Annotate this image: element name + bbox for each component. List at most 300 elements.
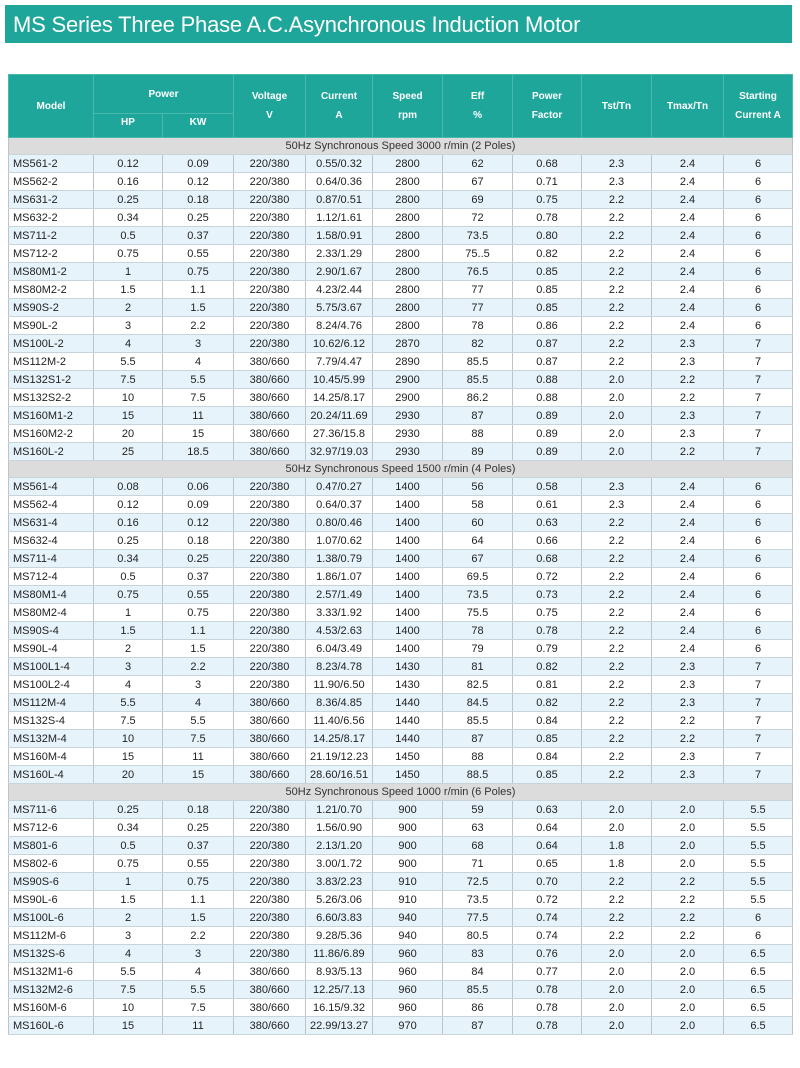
table-cell: 7.5 [94,371,163,389]
table-cell: 2.0 [652,999,724,1017]
table-cell: 7 [724,658,793,676]
table-cell: MS132S-4 [9,712,94,730]
table-cell: 2.0 [652,819,724,837]
table-cell: 380/660 [234,443,306,461]
table-row [9,766,793,784]
table-cell: 0.85 [513,281,582,299]
table-row [9,676,793,694]
table-cell: 2.2 [582,748,652,766]
table-cell: 2.3 [652,748,724,766]
table-cell: 1400 [373,604,443,622]
table-cell: 6 [724,245,793,263]
table-cell: 0.58 [513,478,582,496]
table-cell: 0.87 [513,335,582,353]
table-cell: 75..5 [443,245,513,263]
header-eff: Eff % [443,75,513,138]
table-cell: 11.86/6.89 [306,945,373,963]
table-cell: 2.2 [582,335,652,353]
table-cell: MS100L1-4 [9,658,94,676]
table-cell: 1400 [373,568,443,586]
table-cell: 2890 [373,353,443,371]
table-row [9,532,793,550]
table-cell: 0.08 [94,478,163,496]
table-cell: 16.15/9.32 [306,999,373,1017]
table-cell: 7 [724,694,793,712]
table-cell: 2.3 [582,478,652,496]
table-cell: 0.12 [94,496,163,514]
table-cell: MS80M1-4 [9,586,94,604]
table-row [9,694,793,712]
table-cell: 5.5 [163,981,234,999]
table-cell: 1.21/0.70 [306,801,373,819]
table-cell: 910 [373,891,443,909]
header-speed: Speed rpm [373,75,443,138]
table-cell: 1400 [373,586,443,604]
table-cell: 0.66 [513,532,582,550]
header-current: Current A [306,75,373,138]
table-cell: 2.2 [582,604,652,622]
table-cell: 0.37 [163,568,234,586]
table-cell: 10.45/5.99 [306,371,373,389]
table-row [9,335,793,353]
table-cell: 2.0 [582,963,652,981]
table-cell: 2.3 [582,496,652,514]
table-cell: 2.2 [582,550,652,568]
table-cell: 1.5 [94,891,163,909]
table-cell: 4 [94,945,163,963]
table-cell: 2.4 [652,191,724,209]
section-header-row [9,138,793,155]
table-row [9,425,793,443]
table-cell: 20 [94,425,163,443]
table-cell: 6 [724,173,793,191]
title-bar [5,5,792,43]
table-cell: 2.4 [652,263,724,281]
table-cell: 2.2 [582,227,652,245]
table-cell: 5.5 [724,891,793,909]
section-title: 50Hz Synchronous Speed 1000 r/min (6 Poles) [9,784,793,801]
table-cell: 2.3 [582,173,652,191]
table-cell: 20.24/11.69 [306,407,373,425]
table-cell: 1 [94,263,163,281]
table-cell: 6 [724,209,793,227]
section-title: 50Hz Synchronous Speed 1500 r/min (4 Poles) [9,461,793,478]
table-cell: 2.2 [582,209,652,227]
table-row [9,801,793,819]
table-cell: 2.0 [652,945,724,963]
table-cell: 73.5 [443,891,513,909]
table-cell: 2.2 [163,927,234,945]
table-cell: 79 [443,640,513,658]
table-cell: 2900 [373,389,443,407]
table-cell: 1.07/0.62 [306,532,373,550]
table-cell: 7 [724,676,793,694]
table-cell: 86 [443,999,513,1017]
table-cell: 86.2 [443,389,513,407]
table-cell: MS561-4 [9,478,94,496]
table-cell: 1400 [373,640,443,658]
table-row [9,443,793,461]
table-cell: 2800 [373,155,443,173]
table-cell: 78 [443,317,513,335]
table-cell: 4.23/2.44 [306,281,373,299]
table-cell: 1450 [373,748,443,766]
table-cell: 220/380 [234,335,306,353]
table-cell: 82 [443,335,513,353]
table-row [9,317,793,335]
header-starting-current: Starting Current A [724,75,793,138]
table-cell: 1.56/0.90 [306,819,373,837]
table-cell: 11 [163,1017,234,1035]
table-cell: 2.4 [652,173,724,191]
table-cell: 0.89 [513,443,582,461]
table-cell: 6.04/3.49 [306,640,373,658]
table-cell: 2.4 [652,586,724,604]
table-cell: MS90S-6 [9,873,94,891]
table-cell: 85.5 [443,712,513,730]
table-cell: MS132M-4 [9,730,94,748]
table-cell: 77.5 [443,909,513,927]
table-cell: 0.81 [513,676,582,694]
table-cell: MS80M2-2 [9,281,94,299]
table-row [9,855,793,873]
table-cell: 2.0 [582,371,652,389]
table-cell: 2.0 [582,981,652,999]
table-cell: MS711-2 [9,227,94,245]
table-cell: 87 [443,730,513,748]
table-cell: 1.5 [163,909,234,927]
table-cell: 7 [724,766,793,784]
table-row [9,981,793,999]
table-cell: 0.75 [163,604,234,622]
table-cell: 0.12 [163,173,234,191]
table-cell: 0.55 [163,586,234,604]
table-row [9,622,793,640]
table-cell: 2800 [373,317,443,335]
table-cell: MS112M-6 [9,927,94,945]
table-cell: 84.5 [443,694,513,712]
table-cell: 59 [443,801,513,819]
table-cell: 2.57/1.49 [306,586,373,604]
table-cell: 2.0 [582,389,652,407]
table-cell: 10.62/6.12 [306,335,373,353]
table-cell: 87 [443,407,513,425]
table-cell: 0.73 [513,586,582,604]
table-cell: 2.3 [652,335,724,353]
table-body [9,138,793,1035]
table-cell: 6 [724,532,793,550]
table-cell: 380/660 [234,963,306,981]
table-cell: 220/380 [234,586,306,604]
table-cell: 0.78 [513,622,582,640]
table-cell: 380/660 [234,999,306,1017]
table-cell: 1.12/1.61 [306,209,373,227]
table-cell: 14.25/8.17 [306,730,373,748]
table-row [9,478,793,496]
table-cell: 2.2 [582,281,652,299]
table-cell: 2.2 [582,532,652,550]
table-cell: 0.37 [163,227,234,245]
table-cell: 2.4 [652,568,724,586]
table-cell: 2.0 [582,1017,652,1035]
table-cell: 900 [373,801,443,819]
table-cell: 220/380 [234,622,306,640]
table-cell: 32.97/19.03 [306,443,373,461]
table-cell: 15 [94,1017,163,1035]
table-cell: MS712-6 [9,819,94,837]
table-cell: 2.3 [652,353,724,371]
table-cell: 220/380 [234,209,306,227]
table-cell: MS160M-4 [9,748,94,766]
table-cell: 0.70 [513,873,582,891]
table-cell: 1.8 [582,837,652,855]
table-cell: 2.13/1.20 [306,837,373,855]
table-cell: MS160M2-2 [9,425,94,443]
table-cell: 2.2 [582,676,652,694]
table-cell: 0.18 [163,191,234,209]
table-cell: 220/380 [234,191,306,209]
table-cell: 6 [724,514,793,532]
table-cell: 0.85 [513,299,582,317]
table-cell: 3.00/1.72 [306,855,373,873]
table-cell: 220/380 [234,927,306,945]
table-row [9,927,793,945]
table-cell: 0.18 [163,801,234,819]
table-cell: 1450 [373,766,443,784]
table-cell: 0.89 [513,425,582,443]
table-cell: 0.68 [513,155,582,173]
table-cell: MS802-6 [9,855,94,873]
table-cell: 0.65 [513,855,582,873]
table-cell: 8.36/4.85 [306,694,373,712]
table-cell: 88 [443,748,513,766]
table-cell: 2.2 [652,371,724,389]
table-cell: 220/380 [234,819,306,837]
table-cell: 0.06 [163,478,234,496]
table-cell: MS100L-6 [9,909,94,927]
table-cell: 0.55 [163,245,234,263]
table-row [9,209,793,227]
table-cell: 0.79 [513,640,582,658]
table-cell: 220/380 [234,855,306,873]
table-cell: 3 [94,317,163,335]
table-cell: 9.28/5.36 [306,927,373,945]
table-cell: 1400 [373,622,443,640]
table-cell: 2.2 [652,873,724,891]
table-cell: 220/380 [234,945,306,963]
table-cell: 12.25/7.13 [306,981,373,999]
table-cell: 1 [94,873,163,891]
table-row [9,227,793,245]
table-cell: 0.34 [94,819,163,837]
table-cell: 0.75 [94,245,163,263]
table-cell: MS112M-2 [9,353,94,371]
table-cell: 67 [443,173,513,191]
table-cell: 85.5 [443,981,513,999]
table-cell: 0.64 [513,837,582,855]
table-cell: 2.33/1.29 [306,245,373,263]
table-cell: 220/380 [234,478,306,496]
table-cell: 83 [443,945,513,963]
table-cell: 2.2 [652,712,724,730]
table-cell: 68 [443,837,513,855]
header-power: Power [94,75,234,114]
table-cell: 2.2 [582,909,652,927]
table-cell: 380/660 [234,353,306,371]
table-cell: 7.5 [163,730,234,748]
table-cell: 0.64/0.36 [306,173,373,191]
table-cell: 7.5 [163,999,234,1017]
table-cell: 2.4 [652,209,724,227]
table-row [9,245,793,263]
table-cell: MS90S-2 [9,299,94,317]
table-cell: 220/380 [234,173,306,191]
table-cell: 1400 [373,514,443,532]
table-cell: 3 [163,945,234,963]
header-power-factor: Power Factor [513,75,582,138]
table-row [9,640,793,658]
table-cell: 7 [724,389,793,407]
table-cell: 2.2 [163,658,234,676]
table-cell: MS711-6 [9,801,94,819]
table-cell: 0.85 [513,766,582,784]
table-cell: 0.5 [94,568,163,586]
table-row [9,155,793,173]
table-cell: 1430 [373,676,443,694]
table-cell: 220/380 [234,496,306,514]
table-cell: 85.5 [443,371,513,389]
table-cell: 2.0 [652,855,724,873]
table-cell: 7 [724,748,793,766]
table-cell: 2.0 [582,999,652,1017]
table-cell: MS80M1-2 [9,263,94,281]
table-cell: 2.0 [582,945,652,963]
table-cell: 220/380 [234,227,306,245]
table-cell: 0.25 [94,191,163,209]
table-cell: 2 [94,909,163,927]
table-cell: 6 [724,191,793,209]
table-cell: 380/660 [234,981,306,999]
header-voltage: Voltage V [234,75,306,138]
table-cell: 2.2 [652,891,724,909]
table-cell: 0.18 [163,532,234,550]
table-cell: 380/660 [234,407,306,425]
table-cell: 1430 [373,658,443,676]
table-cell: MS90L-4 [9,640,94,658]
table-cell: 7 [724,712,793,730]
table-cell: 5.5 [94,353,163,371]
table-cell: 0.75 [163,873,234,891]
table-row [9,963,793,981]
table-cell: 2.0 [582,425,652,443]
table-cell: 71 [443,855,513,873]
table-cell: 2.4 [652,550,724,568]
table-cell: 0.88 [513,389,582,407]
table-row [9,748,793,766]
table-cell: 380/660 [234,389,306,407]
table-cell: 2.0 [582,443,652,461]
table-cell: 77 [443,299,513,317]
table-cell: 6.5 [724,981,793,999]
table-cell: 2.0 [652,981,724,999]
table-cell: 3 [163,676,234,694]
table-cell: 1400 [373,532,443,550]
table-cell: 6 [724,927,793,945]
table-cell: MS562-4 [9,496,94,514]
table-cell: 2.2 [582,873,652,891]
table-cell: 2.2 [582,317,652,335]
table-cell: 56 [443,478,513,496]
table-cell: 0.64 [513,819,582,837]
table-cell: 4 [163,353,234,371]
table-cell: 0.80/0.46 [306,514,373,532]
table-cell: 11 [163,407,234,425]
table-cell: 0.87/0.51 [306,191,373,209]
table-cell: 1.1 [163,622,234,640]
table-cell: 0.63 [513,801,582,819]
table-cell: 4.53/2.63 [306,622,373,640]
table-cell: 6 [724,299,793,317]
table-row [9,299,793,317]
table-cell: 2.4 [652,317,724,335]
page-title: MS Series Three Phase A.C.Asynchronous Induction Motor [13,12,581,37]
table-row [9,1017,793,1035]
table-row [9,173,793,191]
table-cell: 380/660 [234,748,306,766]
table-cell: 4 [163,694,234,712]
table-cell: 5.26/3.06 [306,891,373,909]
table-cell: MS632-2 [9,209,94,227]
table-cell: 2.0 [582,801,652,819]
table-cell: 2.2 [652,443,724,461]
table-cell: 0.82 [513,658,582,676]
table-cell: 6 [724,586,793,604]
table-cell: 2.2 [582,353,652,371]
table-cell: 5.5 [724,837,793,855]
table-cell: 22.99/13.27 [306,1017,373,1035]
table-cell: 5.5 [724,801,793,819]
table-cell: 7 [724,335,793,353]
table-cell: 2.2 [582,514,652,532]
table-cell: MS90L-2 [9,317,94,335]
table-cell: 7.5 [94,712,163,730]
table-cell: 2870 [373,335,443,353]
section-title: 50Hz Synchronous Speed 3000 r/min (2 Poles) [9,138,793,155]
table-cell: 0.72 [513,568,582,586]
table-cell: MS631-2 [9,191,94,209]
table-cell: 15 [94,748,163,766]
table-cell: 220/380 [234,568,306,586]
table-cell: 3.33/1.92 [306,604,373,622]
table-cell: 0.76 [513,945,582,963]
table-cell: 220/380 [234,658,306,676]
table-cell: 1.38/0.79 [306,550,373,568]
table-cell: 14.25/8.17 [306,389,373,407]
table-cell: 0.77 [513,963,582,981]
table-cell: 0.12 [94,155,163,173]
table-cell: 960 [373,945,443,963]
table-cell: 7 [724,730,793,748]
table-cell: 960 [373,981,443,999]
table-cell: 0.75 [513,604,582,622]
table-cell: 220/380 [234,281,306,299]
table-cell: 0.34 [94,550,163,568]
table-cell: 2800 [373,245,443,263]
table-cell: 2800 [373,173,443,191]
section-header-row [9,784,793,801]
table-cell: 0.86 [513,317,582,335]
table-cell: 6.5 [724,999,793,1017]
